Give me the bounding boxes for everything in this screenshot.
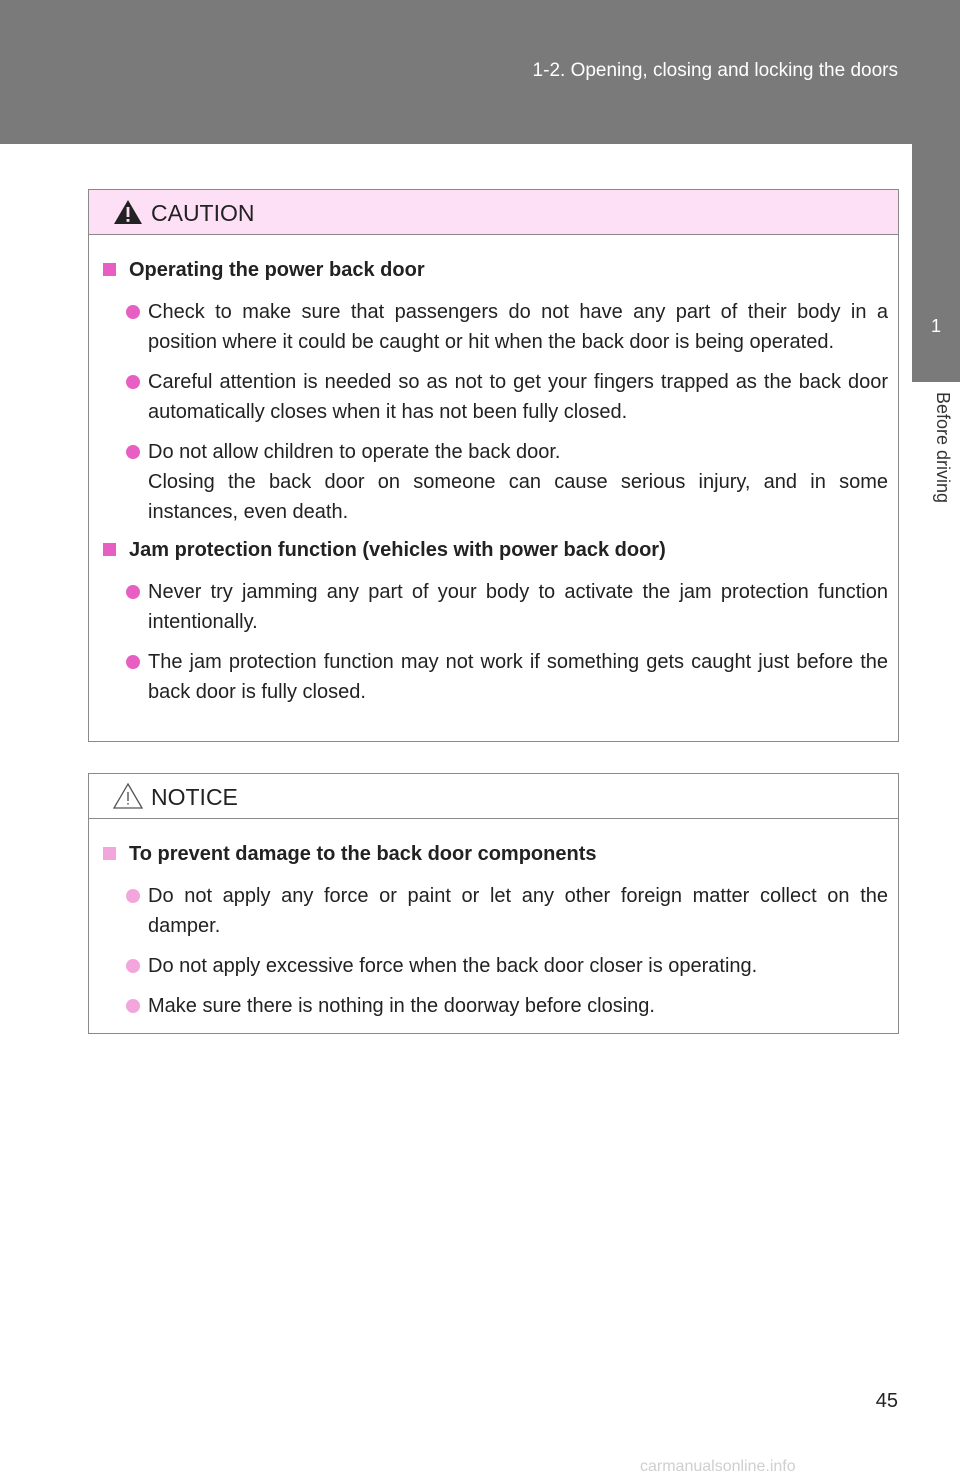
round-bullet-icon <box>126 655 140 669</box>
list-item-text: Never try jamming any part of your body to activate the jam protection function intentionally. <box>148 581 888 633</box>
round-bullet-icon <box>126 889 140 903</box>
watermark: carmanualsonline.info <box>640 1458 796 1475</box>
page-header <box>0 0 960 144</box>
list-item <box>101 951 888 981</box>
list-item <box>101 297 888 357</box>
list-item-text-continued: Closing the back door on someone can cause serious injury, and in some instances, even death. <box>148 471 888 523</box>
round-bullet-icon <box>126 999 140 1013</box>
notice-header <box>89 774 898 819</box>
round-bullet-icon <box>126 305 140 319</box>
chapter-number-block <box>912 144 960 382</box>
notice-body <box>89 819 898 1051</box>
chapter-number: 1 <box>930 316 941 336</box>
chapter-label: Before driving <box>933 392 953 504</box>
round-bullet-icon <box>126 959 140 973</box>
section-title-text: Operating the power back door <box>129 259 425 281</box>
warning-outline-icon <box>113 782 143 810</box>
list-item <box>101 437 888 527</box>
section-title-text: Jam protection function (vehicles with power back door) <box>129 539 666 561</box>
list-item-text: Careful attention is needed so as not to get your fingers trapped as the back door automatically closes when it has not been fully closed. <box>148 371 888 423</box>
caution-header <box>89 190 898 235</box>
section-title-text: To prevent damage to the back door components <box>129 843 597 865</box>
caution-body <box>89 235 898 737</box>
list-item-text: Check to make sure that passengers do not have any part of their body in a position where it could be caught or hit when the back door is being operated. <box>148 301 888 353</box>
list-item <box>101 647 888 707</box>
caution-heading: CAUTION <box>151 200 255 226</box>
page-number: 45 <box>875 1390 898 1412</box>
square-bullet-icon <box>103 847 116 860</box>
list-item-text: Do not apply any force or paint or let any other foreign matter collect on the damper. <box>148 885 888 937</box>
notice-box <box>88 773 899 1034</box>
round-bullet-icon <box>126 445 140 459</box>
caution-section-title <box>101 257 888 283</box>
caution-section-title <box>101 537 888 563</box>
square-bullet-icon <box>103 263 116 276</box>
warning-icon <box>113 198 143 226</box>
list-item <box>101 991 888 1021</box>
list-item <box>101 577 888 637</box>
round-bullet-icon <box>126 375 140 389</box>
square-bullet-icon <box>103 543 116 556</box>
notice-section-title <box>101 841 888 867</box>
section-title: 1-2. Opening, closing and locking the doors <box>532 60 898 81</box>
round-bullet-icon <box>126 585 140 599</box>
list-item-text: The jam protection function may not work if something gets caught just before the back door is fully closed. <box>148 651 888 703</box>
list-item-text: Do not apply excessive force when the back door closer is operating. <box>148 955 758 977</box>
list-item <box>101 881 888 941</box>
list-item-text: Do not allow children to operate the back door. <box>148 441 561 463</box>
notice-heading: NOTICE <box>151 784 238 810</box>
list-item-text: Make sure there is nothing in the doorway before closing. <box>148 995 655 1017</box>
caution-box <box>88 189 899 742</box>
list-item <box>101 367 888 427</box>
